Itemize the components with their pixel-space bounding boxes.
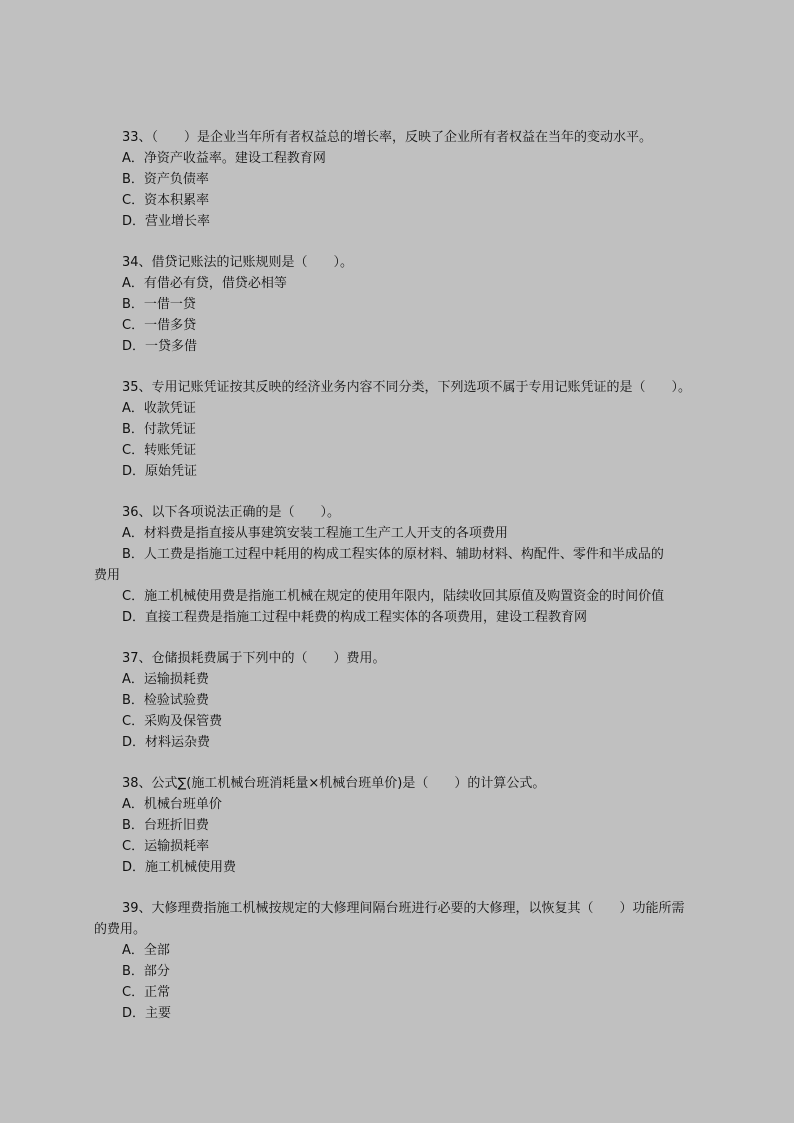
option-a: A．收款凭证: [122, 401, 196, 416]
option-c: C．施工机械使用费是指施工机械在规定的使用年限内，陆续收回其原值及购置资金的时间价值: [122, 589, 665, 604]
question-stem: 36、以下各项说法正确的是（ ）。: [122, 505, 341, 520]
option-b: B．付款凭证: [122, 422, 196, 437]
option-b-continuation: 费用: [94, 568, 121, 583]
question-stem: 37、仓储损耗费属于下列中的（ ）费用。: [122, 651, 386, 666]
option-b: B．部分: [122, 964, 170, 979]
option-d: D．一贷多借: [122, 339, 198, 354]
option-c: C．资本积累率: [122, 193, 210, 208]
option-b: B．资产负债率: [122, 172, 209, 187]
option-b: B．检验试验费: [122, 693, 209, 708]
option-a: A．全部: [122, 943, 170, 958]
option-d: D．直接工程费是指施工过程中耗费的构成工程实体的各项费用，建设工程教育网: [122, 610, 588, 625]
question-stem-continuation: 的费用。: [94, 922, 147, 937]
option-d: D．主要: [122, 1006, 172, 1021]
question-stem: 38、公式∑(施工机械台班消耗量×机械台班单价)是（ ）的计算公式。: [122, 776, 546, 791]
option-a: A．材料费是指直接从事建筑安装工程施工生产工人开支的各项费用: [122, 526, 508, 541]
question-stem: 33、（ ）是企业当年所有者权益总的增长率，反映了企业所有者权益在当年的变动水平。: [122, 130, 653, 145]
option-c: C．采购及保管费: [122, 714, 223, 729]
option-d: D．材料运杂费: [122, 735, 211, 750]
option-a: A．运输损耗费: [122, 672, 209, 687]
option-d: D．营业增长率: [122, 214, 211, 229]
option-b: B．人工费是指施工过程中耗用的构成工程实体的原材料、辅助材料、构配件、零件和半成品的: [122, 547, 664, 562]
option-b: B．台班折旧费: [122, 818, 209, 833]
option-c: C．转账凭证: [122, 443, 197, 458]
option-d: D．施工机械使用费: [122, 860, 237, 875]
option-a: A．机械台班单价: [122, 797, 222, 812]
option-a: A．有借必有贷，借贷必相等: [122, 276, 287, 291]
option-d: D．原始凭证: [122, 464, 198, 479]
option-c: C．运输损耗率: [122, 839, 210, 854]
option-c: C．一借多贷: [122, 318, 197, 333]
option-b: B．一借一贷: [122, 297, 196, 312]
option-a: A．净资产收益率。建设工程教育网: [122, 151, 326, 166]
option-c: C．正常: [122, 985, 171, 1000]
question-stem: 34、借贷记账法的记账规则是（ ）。: [122, 255, 354, 270]
question-stem: 39、大修理费指施工机械按规定的大修理间隔台班进行必要的大修理，以恢复其（ ）功能所需: [122, 901, 685, 916]
question-stem: 35、专用记账凭证按其反映的经济业务内容不同分类，下列选项不属于专用记账凭证的是（ ）。: [122, 380, 692, 395]
